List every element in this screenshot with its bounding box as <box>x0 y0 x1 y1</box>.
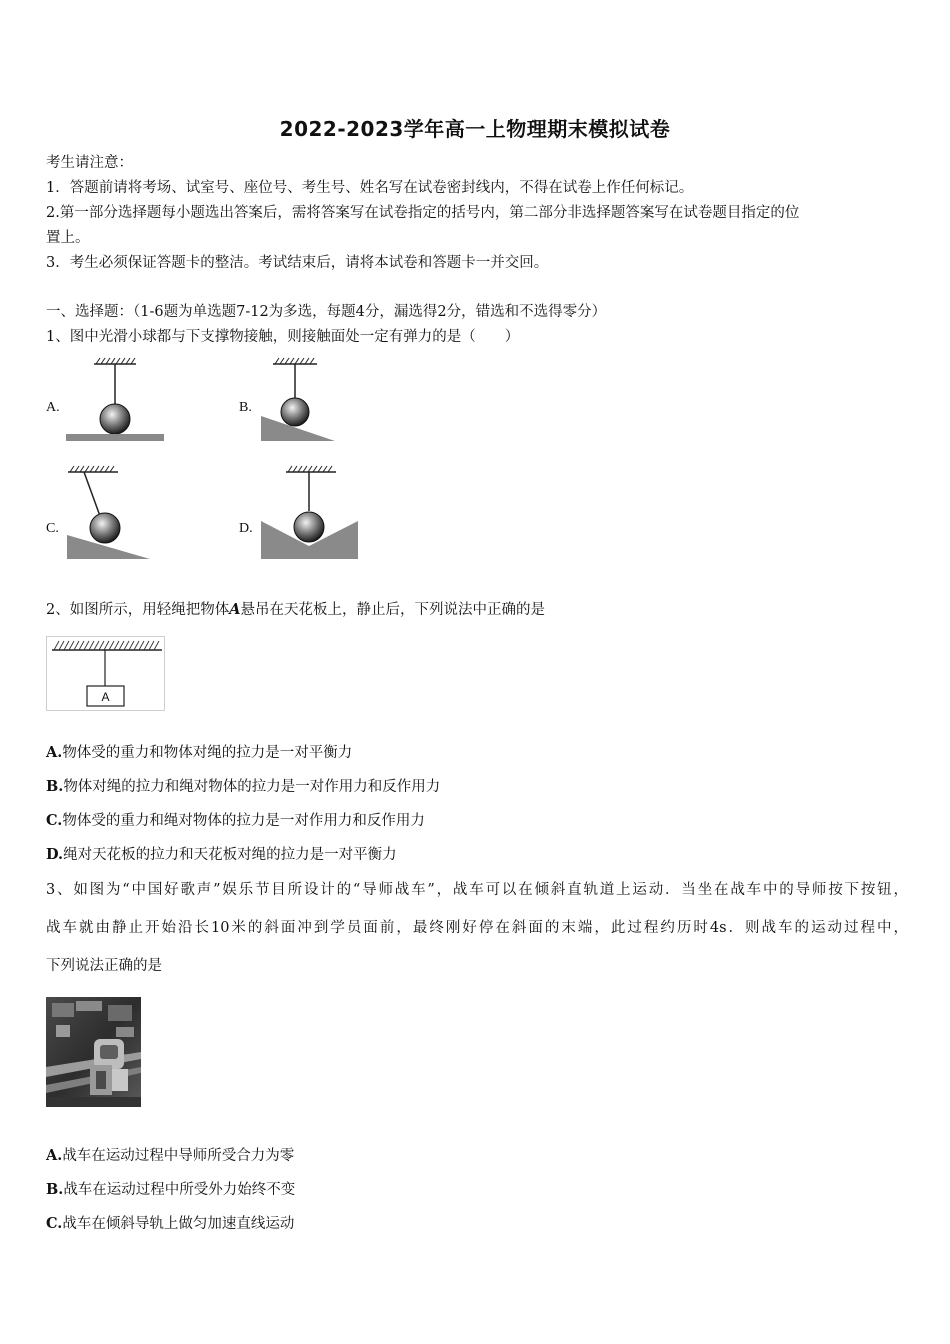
q1-figure-a <box>60 358 170 448</box>
q3-option-b: B.战车在运动过程中所受外力始终不变 <box>46 1181 296 1198</box>
section-heading: 一、选择题：（1-6题为单选题7-12为多选，每题4分，漏选得2分，错选和不选得零分） <box>46 304 607 320</box>
q1-label-c: C. <box>46 521 59 536</box>
notice-item-2: 2.第一部分选择题每小题选出答案后，需将答案写在试卷指定的括号内，第二部分非选择题答案写在试卷题目指定的位 <box>46 205 800 221</box>
q2-option-c: C.物体受的重力和绳对物体的拉力是一对作用力和反作用力 <box>46 812 425 829</box>
question-2-stem <box>46 600 545 620</box>
q1-label-d: D. <box>239 521 253 536</box>
page-title: 2022-2023学年高一上物理期末模拟试卷 <box>279 117 671 141</box>
notice-item-1: 1．答题前请将考场、试室号、座位号、考生号、姓名写在试卷密封线内，不得在试卷上作任何标记。 <box>46 180 694 196</box>
q2-figure <box>46 636 166 712</box>
q1-figure-b <box>255 358 345 448</box>
question-3-line-1: 3、如图为“中国好歌声”娱乐节目所设计的“导师战车”，战车可以在倾斜直轨道上运动．当坐在战车中的导师按下按钮， <box>46 882 908 898</box>
q3-photo <box>46 997 141 1107</box>
question-3-line-3: 下列说法正确的是 <box>46 958 162 974</box>
q3-option-a: A.战车在运动过程中导师所受合力为零 <box>46 1147 295 1164</box>
question-1-stem: 1、图中光滑小球都与下支撑物接触，则接触面处一定有弹力的是（ ） <box>46 329 520 345</box>
notice-item-3: 3．考生必须保证答题卡的整洁。考试结束后，请将本试卷和答题卡一并交回。 <box>46 255 549 271</box>
q2-option-b: B.物体对绳的拉力和绳对物体的拉力是一对作用力和反作用力 <box>46 778 441 795</box>
q1-figure-d <box>258 466 363 566</box>
question-3-line-2: 战车就由静止开始沿长10米的斜面冲到学员面前，最终刚好停在斜面的末端，此过程约历时4s．则战车的运动过程中， <box>46 920 908 936</box>
notice-item-2-cont: 置上。 <box>46 230 90 246</box>
q2-option-d: D.绳对天花板的拉力和天花板对绳的拉力是一对平衡力 <box>46 846 397 863</box>
q3-option-c: C.战车在倾斜导轨上做匀加速直线运动 <box>46 1215 295 1232</box>
notice-heading: 考生请注意： <box>46 155 133 171</box>
q2-figure-box-label: A <box>101 690 110 704</box>
q2-stem-before: 2、如图所示，用轻绳把物体 <box>46 602 230 618</box>
q2-option-a: A.物体受的重力和物体对绳的拉力是一对平衡力 <box>46 744 353 761</box>
q1-label-b: B. <box>239 400 252 415</box>
q1-figure-c <box>62 466 162 566</box>
q2-stem-after: 悬吊在天花板上，静止后，下列说法中正确的是 <box>240 602 545 618</box>
q2-stem-variable: A <box>229 601 241 618</box>
q1-label-a: A. <box>46 400 60 415</box>
